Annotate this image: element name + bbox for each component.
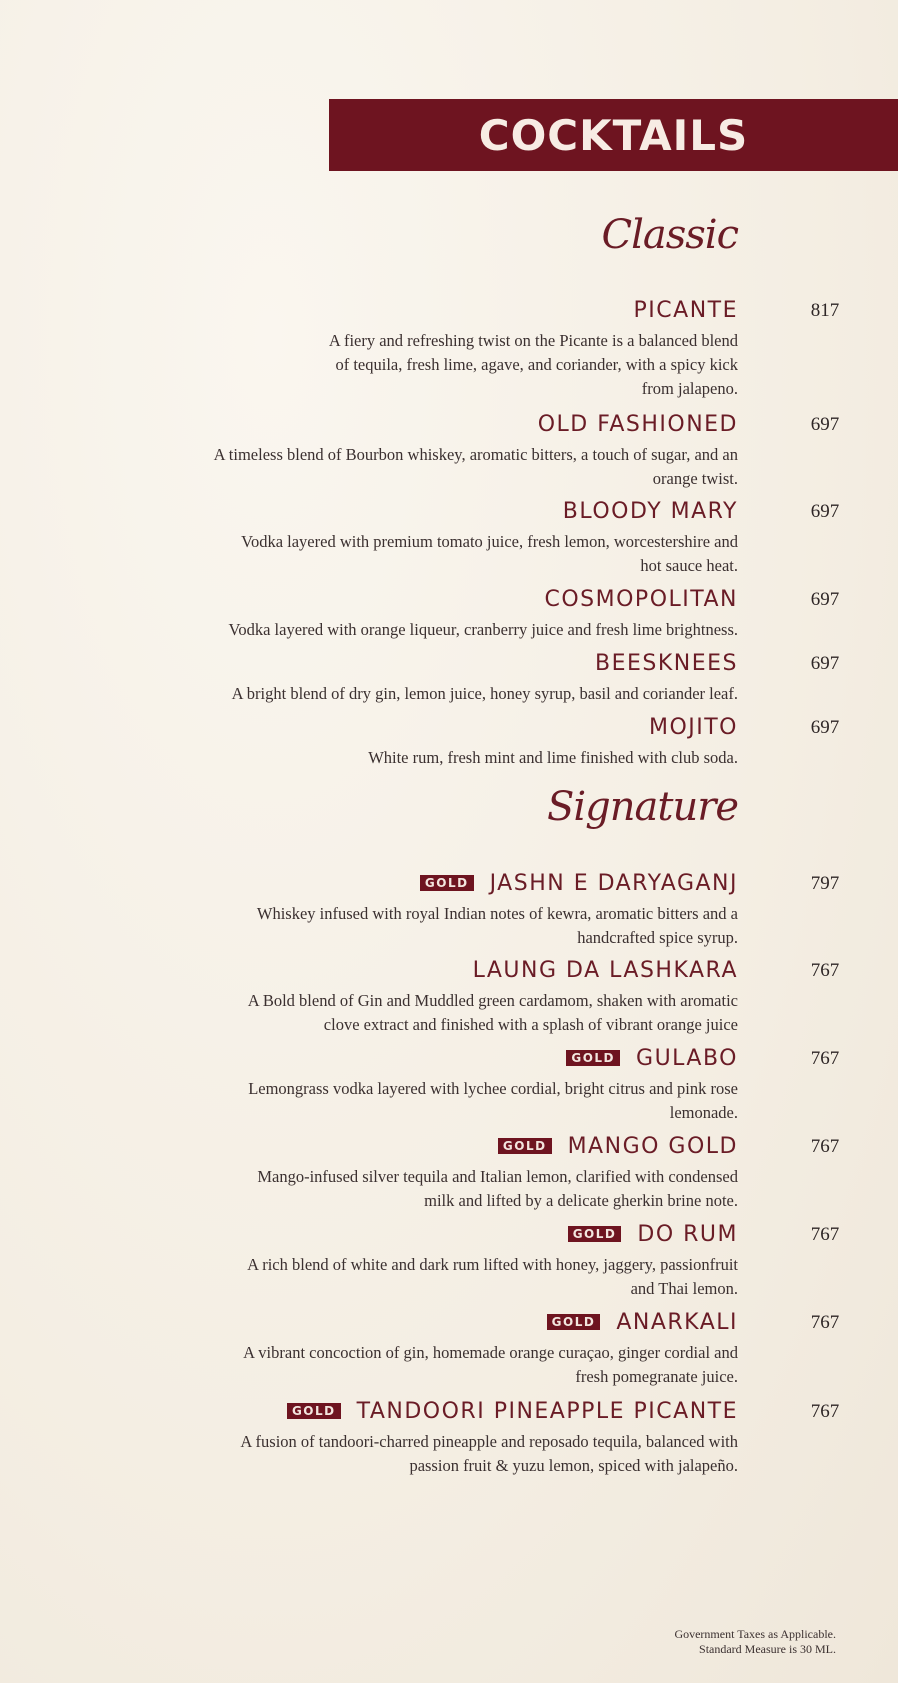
item-description: A rich blend of white and dark rum lifted with honey, jaggery, passionfruit and Thai lemon. xyxy=(247,1255,738,1298)
item-name: TANDOORI PINEAPPLE PICANTE xyxy=(356,1398,738,1424)
item-price: 697 xyxy=(810,717,840,738)
menu-item xyxy=(178,497,738,578)
gold-badge: GOLD xyxy=(420,875,474,891)
item-price: 697 xyxy=(810,414,840,435)
item-description: A Bold blend of Gin and Muddled green cardamom, shaken with aromatic clove extract and finished with a splash of vibrant orange juice xyxy=(247,991,738,1034)
footer-note xyxy=(674,1627,836,1657)
gold-badge: GOLD xyxy=(498,1138,552,1154)
item-description: Lemongrass vodka layered with lychee cordial, bright citrus and pink rose lemonade. xyxy=(248,1079,738,1122)
menu-item xyxy=(178,956,738,1037)
item-price: 767 xyxy=(810,960,840,981)
footer-tax-note: Government Taxes as Applicable. xyxy=(674,1627,836,1641)
item-price: 767 xyxy=(810,1224,840,1245)
item-price: 767 xyxy=(810,1312,840,1333)
gold-badge: GOLD xyxy=(287,1403,341,1419)
item-price: 697 xyxy=(810,653,840,674)
item-description: A bright blend of dry gin, lemon juice, honey syrup, basil and coriander leaf. xyxy=(231,684,738,703)
item-name: GULABO xyxy=(636,1045,738,1071)
item-name: MOJITO xyxy=(648,714,738,740)
item-price: 817 xyxy=(810,300,840,321)
item-description: White rum, fresh mint and lime finished with club soda. xyxy=(368,748,738,767)
menu-item xyxy=(178,1132,738,1213)
item-description: A timeless blend of Bourbon whiskey, aromatic bitters, a touch of sugar, and an orange twist. xyxy=(213,445,738,488)
item-description: A vibrant concoction of gin, homemade orange curaçao, ginger cordial and fresh pomegranate juice. xyxy=(243,1343,738,1386)
item-name: JASHN E DARYAGANJ xyxy=(489,870,738,896)
section-title-signature: Signature xyxy=(546,784,738,830)
item-price: 767 xyxy=(810,1048,840,1069)
item-description: Mango-infused silver tequila and Italian lemon, clarified with condensed milk and lifted by a delicate gherkin brine note. xyxy=(257,1167,738,1210)
menu-item xyxy=(178,296,738,401)
menu-item xyxy=(178,410,738,491)
item-name: BEESKNEES xyxy=(594,650,738,676)
item-name: LAUNG DA LASHKARA xyxy=(472,957,738,983)
item-name: DO RUM xyxy=(637,1221,738,1247)
item-name: COSMOPOLITAN xyxy=(544,586,738,612)
item-name: MANGO GOLD xyxy=(567,1133,738,1159)
menu-item xyxy=(178,1044,738,1125)
menu-item xyxy=(178,1220,738,1301)
item-price: 767 xyxy=(810,1401,840,1422)
item-price: 697 xyxy=(810,501,840,522)
menu-item xyxy=(178,869,738,950)
gold-badge: GOLD xyxy=(568,1226,622,1242)
item-description: A fusion of tandoori-charred pineapple and reposado tequila, balanced with passion fruit & yuzu lemon, spiced with jalapeño. xyxy=(240,1432,738,1475)
page-title: COCKTAILS xyxy=(478,110,749,160)
item-name: OLD FASHIONED xyxy=(537,411,738,437)
menu-item xyxy=(178,649,738,706)
item-name: BLOODY MARY xyxy=(562,498,738,524)
item-description: Vodka layered with premium tomato juice, fresh lemon, worcestershire and hot sauce heat. xyxy=(241,532,738,575)
section-title-classic: Classic xyxy=(601,212,738,258)
item-description: Vodka layered with orange liqueur, cranberry juice and fresh lime brightness. xyxy=(228,620,738,639)
item-description: A fiery and refreshing twist on the Picante is a balanced blend of tequila, fresh lime, agave, and coriander, with a spicy kick from jalapeno. xyxy=(328,331,738,398)
gold-badge: GOLD xyxy=(547,1314,601,1330)
item-price: 797 xyxy=(810,873,840,894)
title-banner xyxy=(329,99,898,171)
item-name: PICANTE xyxy=(633,297,738,323)
menu-item xyxy=(178,713,738,770)
menu-item xyxy=(178,1397,738,1478)
item-price: 767 xyxy=(810,1136,840,1157)
menu-item xyxy=(178,1308,738,1389)
menu-item xyxy=(178,585,738,642)
item-name: ANARKALI xyxy=(616,1309,738,1335)
item-description: Whiskey infused with royal Indian notes of kewra, aromatic bitters and a handcrafted spice syrup. xyxy=(256,904,738,947)
gold-badge: GOLD xyxy=(566,1050,620,1066)
footer-measure-note: Standard Measure is 30 ML. xyxy=(699,1642,836,1656)
item-price: 697 xyxy=(810,589,840,610)
